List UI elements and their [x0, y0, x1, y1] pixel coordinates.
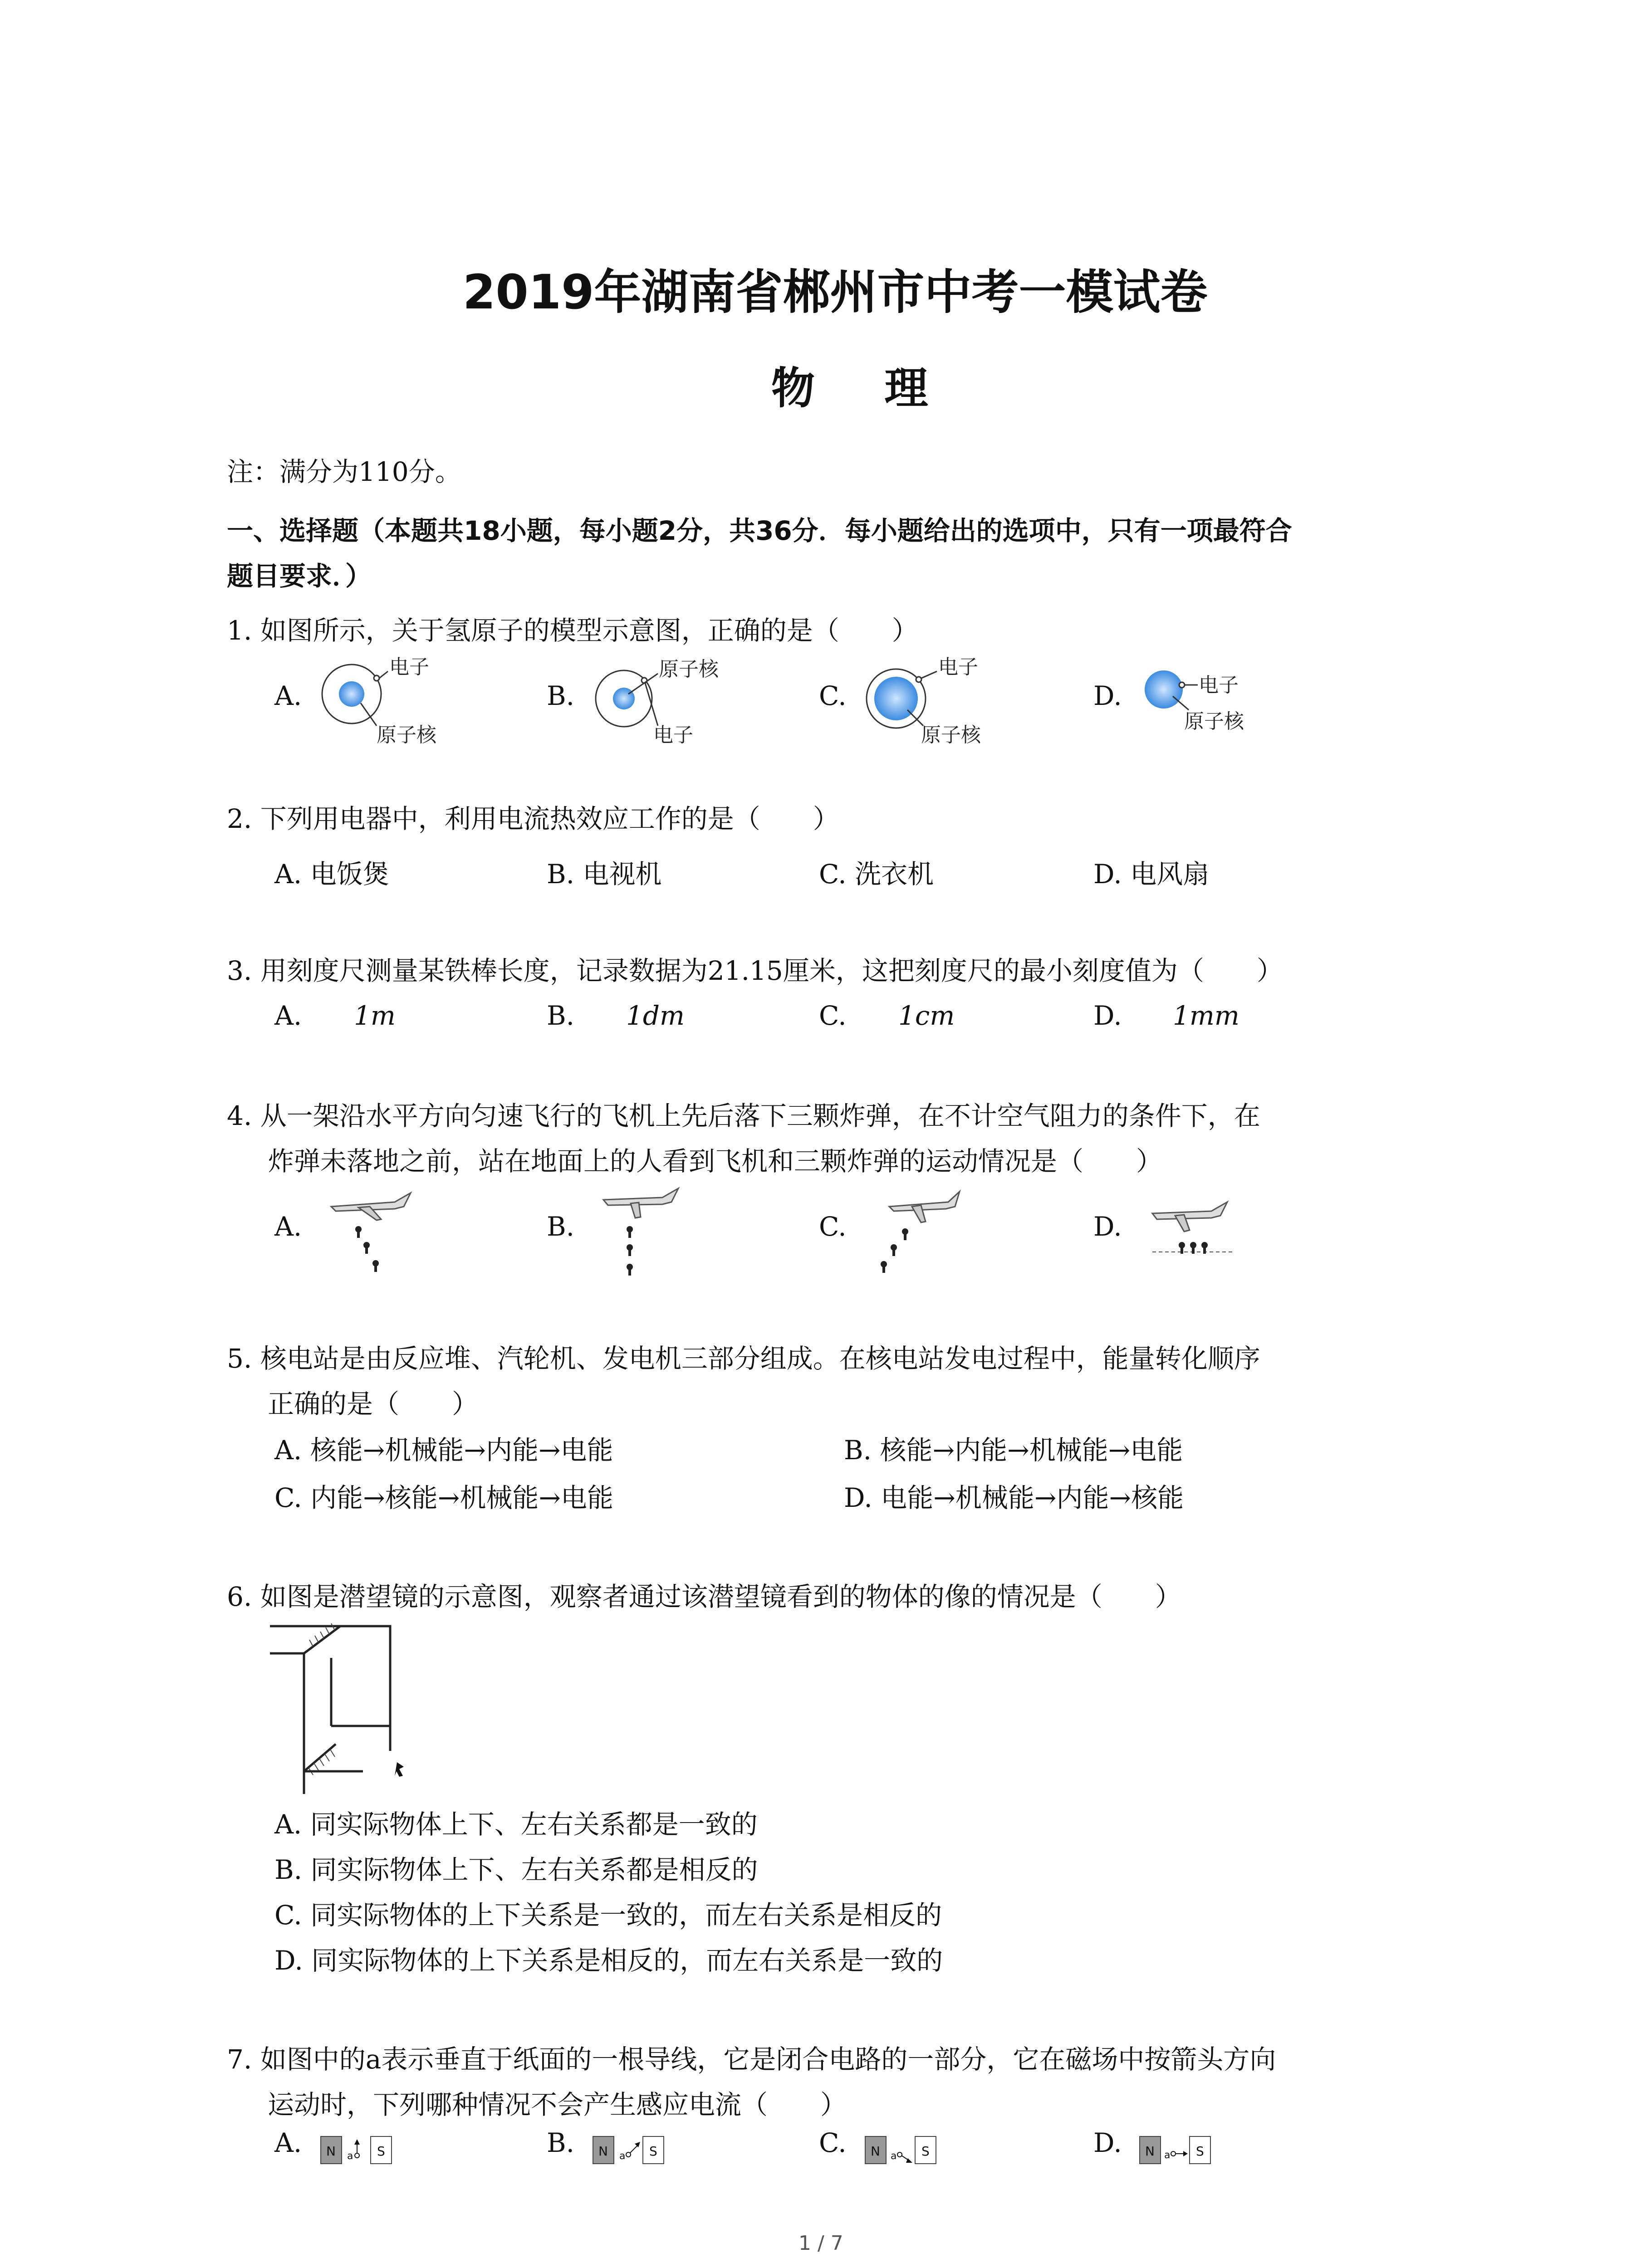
- north-pole-label: N: [326, 2144, 336, 2159]
- q5-option-b: B. 核能→内能→机械能→电能: [844, 1435, 1183, 1466]
- q3-value-a: 1m: [354, 1000, 396, 1031]
- wire-label: a: [1164, 2150, 1171, 2161]
- q6-option-d: D. 同实际物体的上下关系是相反的，而左右关系是一致的: [274, 1945, 943, 1976]
- q4-label-d: D.: [1093, 1211, 1122, 1242]
- page-number: 1 / 7: [798, 2232, 843, 2255]
- q7-label-b: B.: [547, 2127, 575, 2158]
- q6-option-a: A. 同实际物体上下、左右关系都是一致的: [274, 1809, 758, 1840]
- nucleus-label: 原子核: [921, 723, 981, 747]
- q2-option-b: B. 电视机: [547, 859, 662, 890]
- q3-label-a: A.: [274, 1000, 302, 1031]
- q4-stem-line1: 4. 从一架沿水平方向匀速飞行的飞机上先后落下三颗炸弹，在不计空气阻力的条件下，在: [227, 1100, 1260, 1131]
- q7-label-a: A.: [274, 2127, 302, 2158]
- south-pole-label: S: [921, 2144, 930, 2159]
- q3-label-b: B.: [547, 1000, 575, 1031]
- section-heading-line1: 一、选择题（本题共18小题，每小题2分，共36分．每小题给出的选项中，只有一项最符合: [227, 515, 1292, 546]
- q2-option-c: C. 洗衣机: [819, 859, 934, 890]
- q3-value-b: 1dm: [626, 1000, 685, 1031]
- q2-option-a: A. 电饭煲: [274, 859, 389, 890]
- plane-bombs-a: [327, 1188, 417, 1284]
- q1-stem: 1. 如图所示，关于氢原子的模型示意图，正确的是（ ）: [227, 615, 918, 646]
- q5-stem-line2: 正确的是（ ）: [268, 1388, 479, 1419]
- q5-option-c: C. 内能→核能→机械能→电能: [274, 1482, 613, 1513]
- q3-label-c: C.: [819, 1000, 847, 1031]
- q7-label-d: D.: [1093, 2127, 1122, 2158]
- q6-stem: 6. 如图是潜望镜的示意图，观察者通过该潜望镜看到的物体的像的情况是（ ）: [227, 1581, 1181, 1612]
- south-pole-label: S: [377, 2144, 385, 2159]
- electron-label: 电子: [938, 655, 978, 679]
- q3-label-d: D.: [1093, 1000, 1122, 1031]
- wire-label: a: [347, 2151, 353, 2162]
- q1-label-c: C.: [819, 680, 847, 711]
- exam-title: 2019年湖南省郴州市中考一模试卷: [463, 264, 1208, 320]
- plane-bombs-c: [867, 1186, 966, 1286]
- q4-label-c: C.: [819, 1211, 847, 1242]
- q1-label-a: A.: [274, 680, 302, 711]
- magnet-figure-c: [864, 2132, 946, 2168]
- q6-option-b: B. 同实际物体上下、左右关系都是相反的: [274, 1854, 758, 1885]
- section-heading-line2: 题目要求．）: [227, 561, 372, 591]
- nucleus-label: 原子核: [659, 658, 719, 681]
- q1-label-b: B.: [547, 680, 575, 711]
- south-pole-label: S: [1196, 2144, 1204, 2159]
- north-pole-label: N: [871, 2144, 880, 2159]
- q4-label-b: B.: [547, 1211, 575, 1242]
- magnet-figure-b: [592, 2132, 674, 2168]
- plane-bombs-d: [1148, 1198, 1239, 1270]
- q2-stem: 2. 下列用电器中，利用电流热效应工作的是（ ）: [227, 803, 839, 834]
- nucleus-label: 原子核: [1184, 710, 1244, 733]
- subject-title: 物 理: [771, 363, 955, 414]
- q2-option-d: D. 电风扇: [1093, 859, 1210, 890]
- south-pole-label: S: [649, 2144, 657, 2159]
- q5-option-a: A. 核能→机械能→内能→电能: [274, 1435, 613, 1466]
- q1-label-d: D.: [1093, 680, 1122, 711]
- q6-option-c: C. 同实际物体的上下关系是一致的，而左右关系是相反的: [274, 1900, 942, 1931]
- plane-bombs-b: [599, 1186, 690, 1286]
- q4-stem-line2: 炸弹未落地之前，站在地面上的人看到飞机和三颗炸弹的运动情况是（ ）: [268, 1146, 1163, 1177]
- q5-stem-line1: 5. 核电站是由反应堆、汽轮机、发电机三部分组成。在核电站发电过程中，能量转化顺序: [227, 1343, 1260, 1374]
- q3-stem: 3. 用刻度尺测量某铁棒长度，记录数据为21.15厘米，这把刻度尺的最小刻度值为（ ）: [227, 955, 1283, 986]
- atom-model-d: [1139, 660, 1329, 751]
- magnet-figure-a: [320, 2132, 402, 2168]
- wire-label: a: [619, 2151, 626, 2162]
- atom-model-a: [318, 653, 508, 753]
- q3-value-c: 1cm: [898, 1000, 955, 1031]
- atom-model-b: [590, 653, 780, 753]
- score-note: 注：满分为110分。: [227, 456, 461, 487]
- q7-label-c: C.: [819, 2127, 847, 2158]
- north-pole-label: N: [598, 2144, 608, 2159]
- q5-option-d: D. 电能→机械能→内能→核能: [844, 1482, 1184, 1513]
- q7-stem-line1: 7. 如图中的a表示垂直于纸面的一根导线，它是闭合电路的一部分，它在磁场中按箭头方向: [227, 2044, 1276, 2075]
- q3-value-d: 1mm: [1173, 1000, 1239, 1031]
- magnet-figure-d: [1139, 2132, 1220, 2168]
- north-pole-label: N: [1145, 2144, 1155, 2159]
- electron-label: 电子: [1199, 674, 1239, 697]
- q4-label-a: A.: [274, 1211, 302, 1242]
- electron-label: 电子: [389, 655, 429, 679]
- electron-label: 电子: [653, 723, 693, 747]
- atom-model-c: [862, 653, 1053, 753]
- q7-stem-line2: 运动时，下列哪种情况不会产生感应电流（ ）: [268, 2089, 847, 2120]
- wire-label: a: [891, 2151, 897, 2162]
- periscope-diagram: [268, 1622, 422, 1794]
- nucleus-label: 原子核: [377, 723, 436, 747]
